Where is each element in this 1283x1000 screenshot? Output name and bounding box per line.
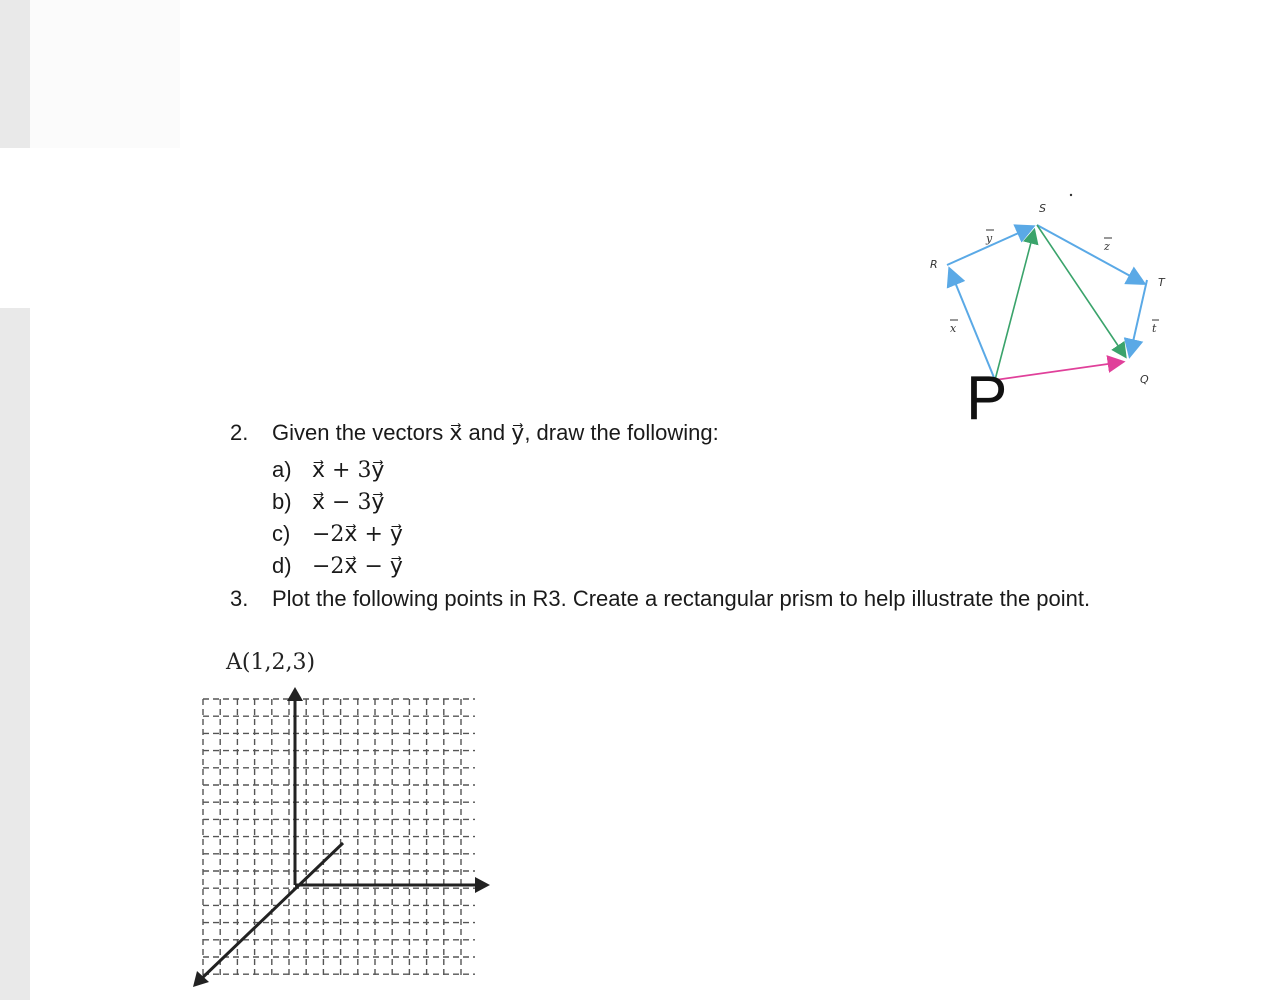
question-2-number: 2. bbox=[230, 420, 249, 445]
vector-diagram bbox=[900, 180, 1200, 440]
item-d-expression: −2x⃗ − y⃗ bbox=[312, 554, 403, 579]
left-panel-edge-bottom bbox=[0, 308, 30, 1000]
item-a-letter: a) bbox=[272, 457, 292, 482]
vector-z-label: z bbox=[1104, 240, 1110, 253]
point-a-label: A(1,2,3) bbox=[226, 650, 316, 675]
question-2-item-d bbox=[272, 552, 403, 581]
question-2 bbox=[230, 419, 719, 448]
resultant-ps-arrow bbox=[995, 231, 1034, 380]
vector-t-arrow bbox=[1130, 280, 1147, 355]
question-2-text-mid: and bbox=[462, 420, 512, 445]
point-s-label: S bbox=[1039, 202, 1046, 215]
left-panel-edge-top bbox=[0, 0, 30, 148]
point-r-label: R bbox=[930, 258, 938, 271]
dashed-grid bbox=[203, 699, 475, 975]
resultant-pq-arrow bbox=[995, 362, 1122, 380]
question-2-item-a bbox=[272, 456, 384, 485]
item-d-letter: d) bbox=[272, 553, 292, 578]
resultant-sq-arrow bbox=[1037, 225, 1125, 356]
point-t-label: T bbox=[1158, 276, 1165, 289]
question-2-var-y: y⃗ bbox=[511, 421, 525, 446]
vector-y-label: y bbox=[986, 232, 993, 245]
point-q-label: Q bbox=[1140, 373, 1149, 386]
question-2-var-x: x⃗ bbox=[449, 421, 463, 446]
stray-mark bbox=[1070, 194, 1072, 196]
vector-x-label: x bbox=[950, 322, 957, 335]
item-c-letter: c) bbox=[272, 521, 291, 546]
z-axis-arrowhead bbox=[287, 687, 303, 701]
question-2-item-c bbox=[272, 520, 403, 549]
vector-t-label: t bbox=[1152, 322, 1157, 335]
question-3 bbox=[230, 585, 1090, 613]
question-3-number: 3. bbox=[230, 586, 249, 611]
y-axis-arrowhead bbox=[475, 877, 490, 893]
question-2-text-after: , draw the following: bbox=[524, 420, 719, 445]
question-3-text: Plot the following points in R3. Create a rectangular prism to help illustrate the point. bbox=[272, 586, 1091, 611]
question-2-text-before: Given the vectors bbox=[272, 420, 450, 445]
item-c-expression: −2x⃗ + y⃗ bbox=[312, 522, 403, 547]
faint-panel bbox=[30, 0, 180, 148]
item-b-expression: x⃗ − 3y⃗ bbox=[312, 490, 385, 515]
item-b-letter: b) bbox=[272, 489, 292, 514]
question-2-item-b bbox=[272, 488, 384, 517]
item-a-expression: x⃗ + 3y⃗ bbox=[312, 458, 385, 483]
3d-grid-axes bbox=[185, 685, 495, 990]
vector-z-arrow bbox=[1037, 225, 1143, 283]
point-p-label: P bbox=[966, 364, 1008, 433]
